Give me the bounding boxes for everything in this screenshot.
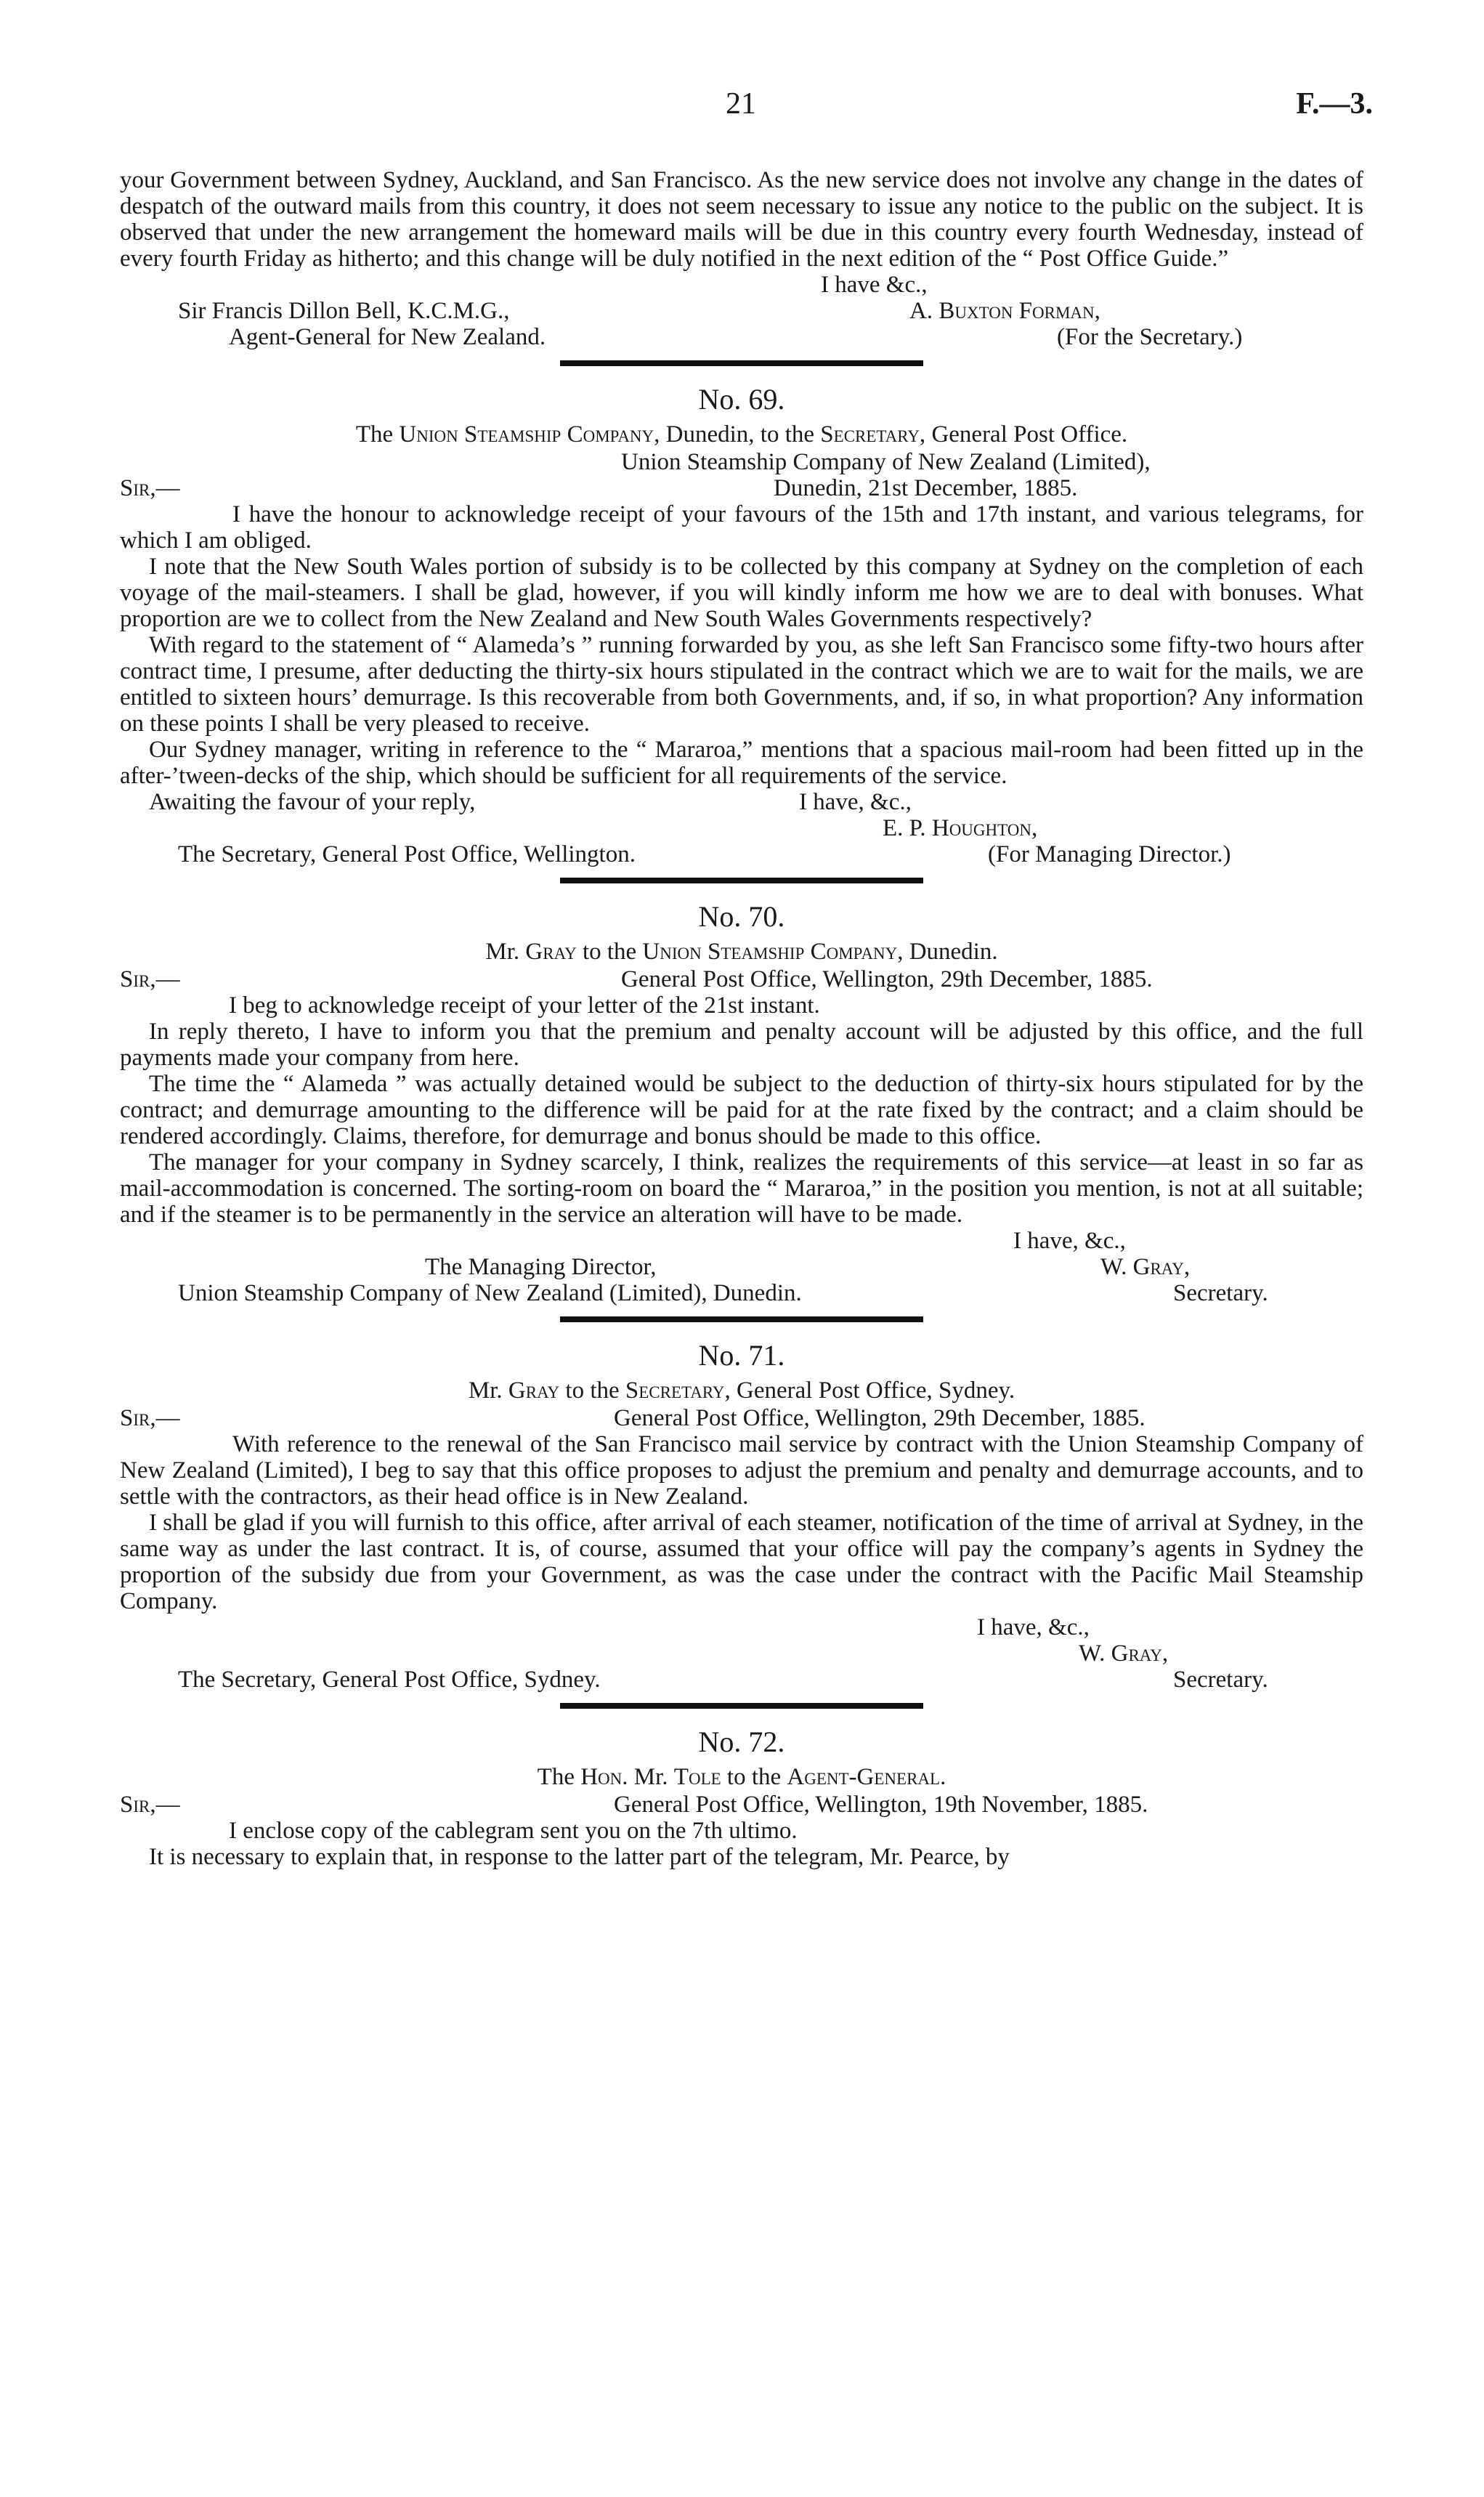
signer: A. Buxton Forman, <box>909 298 1100 324</box>
page-body <box>120 167 1363 1870</box>
letter-69 <box>120 382 1363 867</box>
intro-paragraph: your Government between Sydney, Auckland, and San Francisco. As the new service does not involve any change in the dates of despatch of the outward mails from this country, it does not seem necessary to issue any notice to the public on the subject. It is observed that under the new arrangement the homeward mails will be due in this country every fourth Wednesday, instead of every fourth Friday as hitherto; and this change will be duly notified in the next edition of the “ Post Office Guide.” <box>120 167 1363 272</box>
letter-70 <box>120 899 1363 1306</box>
signer: W. Gray, <box>1079 1640 1169 1667</box>
paragraph: With reference to the renewal of the San Francisco mail service by contract with the Union Steamship Company of New Zealand (Limited), I beg to say that this office proposes to adjust the premium and penalty and demurrage accounts, and to settle with the contractors, as their head office is in New Zealand. <box>120 1431 1363 1510</box>
recipient-line: The Secretary, General Post Office, Wellington. <box>178 841 636 867</box>
letter-71 <box>120 1338 1363 1693</box>
recipient-line: The Managing Director, <box>425 1254 657 1280</box>
signer-role: (For Managing Director.) <box>988 841 1231 867</box>
recipient-line: Union Steamship Company of New Zealand (Limited), Dunedin. <box>178 1280 802 1306</box>
letter-title: Mr. Gray to the Union Steamship Company, Dunedin. <box>485 939 998 965</box>
section-divider <box>560 878 923 883</box>
letter-72 <box>120 1725 1363 1870</box>
section-divider <box>560 360 923 366</box>
signer-role: Secretary. <box>1173 1280 1268 1306</box>
letter-number: No. 72. <box>698 1725 785 1758</box>
address-date: General Post Office, Wellington, 19th November, 1885. <box>614 1792 1148 1818</box>
page-number: 21 <box>726 87 756 121</box>
paragraph: I shall be glad if you will furnish to this office, after arrival of each steamer, notification of the time of arrival at Sydney, in the same way as under the last contract. It is, of course, assumed that your office will pay the company’s agents in Sydney the proportion of the subsidy due from your Government, as was the case under the contract with the Pacific Mail Steamship Company. <box>120 1510 1363 1614</box>
document-reference: F.—3. <box>1296 87 1373 121</box>
paragraph: The time the “ Alameda ” was actually detained would be subject to the deduction of thirty-six hours stipulated for by the contract; and demurrage amounting to the difference will be paid for at the rate fixed by the contract; and a claim should be rendered accordingly. Claims, therefore, for demurrage and bonus should be made to this office. <box>120 1071 1363 1149</box>
signer: W. Gray, <box>1100 1254 1191 1280</box>
letter-number: No. 70. <box>698 900 785 933</box>
address-date: General Post Office, Wellington, 29th December, 1885. <box>621 966 1153 992</box>
salutation: Sir,— <box>120 475 180 501</box>
paragraph: I enclose copy of the cablegram sent you on the 7th ultimo. <box>229 1818 798 1844</box>
paragraph: The manager for your company in Sydney scarcely, I think, realizes the requirements of this service—at least in so far as mail-accommodation is concerned. The sorting-room on board the “ Mararoa,” in the position you mention, is not at all suitable; and if the steamer is to be permanently in the service an alteration will have to be made. <box>120 1149 1363 1228</box>
paragraph: It is necessary to explain that, in response to the latter part of the telegram, Mr. Pearce, by <box>149 1844 1010 1870</box>
section-divider <box>560 1316 923 1322</box>
closing-phrase: Awaiting the favour of your reply, <box>149 789 476 815</box>
closing: I have &c., <box>821 272 928 298</box>
letter-title: The Union Steamship Company, Dunedin, to the Secretary, General Post Office. <box>355 421 1128 448</box>
letter-title: Mr. Gray to the Secretary, General Post Office, Sydney. <box>468 1377 1015 1404</box>
closing: I have, &c., <box>1013 1228 1126 1254</box>
signer-role: Secretary. <box>1173 1667 1268 1693</box>
address-line: Union Steamship Company of New Zealand (Limited), <box>621 449 1151 475</box>
letter-number: No. 69. <box>698 383 785 416</box>
letter-number: No. 71. <box>698 1339 785 1372</box>
paragraph: With regard to the statement of “ Alameda’s ” running forwarded by you, as she left San Francisco some fifty-two hours after contract time, I presume, after deducting the thirty-six hours stipulated in the contract which we are to wait for the mails, we are entitled to sixteen hours’ demurrage. Is this recoverable from both Governments, and, if so, in what proportion? Any information on these points I shall be very pleased to receive. <box>120 632 1363 737</box>
recipient-line: Sir Francis Dillon Bell, K.C.M.G., <box>178 298 510 324</box>
letter-title: The Hon. Mr. Tole to the Agent-General. <box>537 1764 946 1790</box>
section-divider <box>560 1703 923 1709</box>
salutation: Sir,— <box>120 1405 180 1431</box>
recipient-line: The Secretary, General Post Office, Sydney. <box>178 1667 601 1693</box>
paragraph: In reply thereto, I have to inform you that the premium and penalty account will be adjusted by this office, and the full payments made your company from here. <box>120 1019 1363 1071</box>
paragraph: I have the honour to acknowledge receipt of your favours of the 15th and 17th instant, and various telegrams, for which I am obliged. <box>120 501 1363 554</box>
paragraph: I beg to acknowledge receipt of your letter of the 21st instant. <box>229 992 820 1019</box>
closing: I have, &c., <box>977 1614 1090 1640</box>
paragraph: Our Sydney manager, writing in reference to the “ Mararoa,” mentions that a spacious mail-room had been fitted up in the after-’tween-decks of the ship, which should be sufficient for all requirements of the service. <box>120 737 1363 789</box>
signer-role: (For the Secretary.) <box>1057 324 1243 350</box>
address-date: General Post Office, Wellington, 29th December, 1885. <box>614 1405 1146 1431</box>
paragraph: I note that the New South Wales portion of subsidy is to be collected by this company at Sydney on the completion of each voyage of the mail-steamers. I shall be glad, however, if you will kindly inform me how we are to deal with bonuses. What proportion are we to collect from the New Zealand and New South Wales Governments respectively? <box>120 554 1363 632</box>
continued-letter <box>120 167 1363 350</box>
salutation: Sir,— <box>120 966 180 992</box>
closing: I have, &c., <box>799 789 912 815</box>
address-date: Dunedin, 21st December, 1885. <box>774 475 1078 501</box>
recipient-line: Agent-General for New Zealand. <box>229 324 546 350</box>
signer: E. P. Houghton, <box>883 815 1038 841</box>
salutation: Sir,— <box>120 1792 180 1818</box>
